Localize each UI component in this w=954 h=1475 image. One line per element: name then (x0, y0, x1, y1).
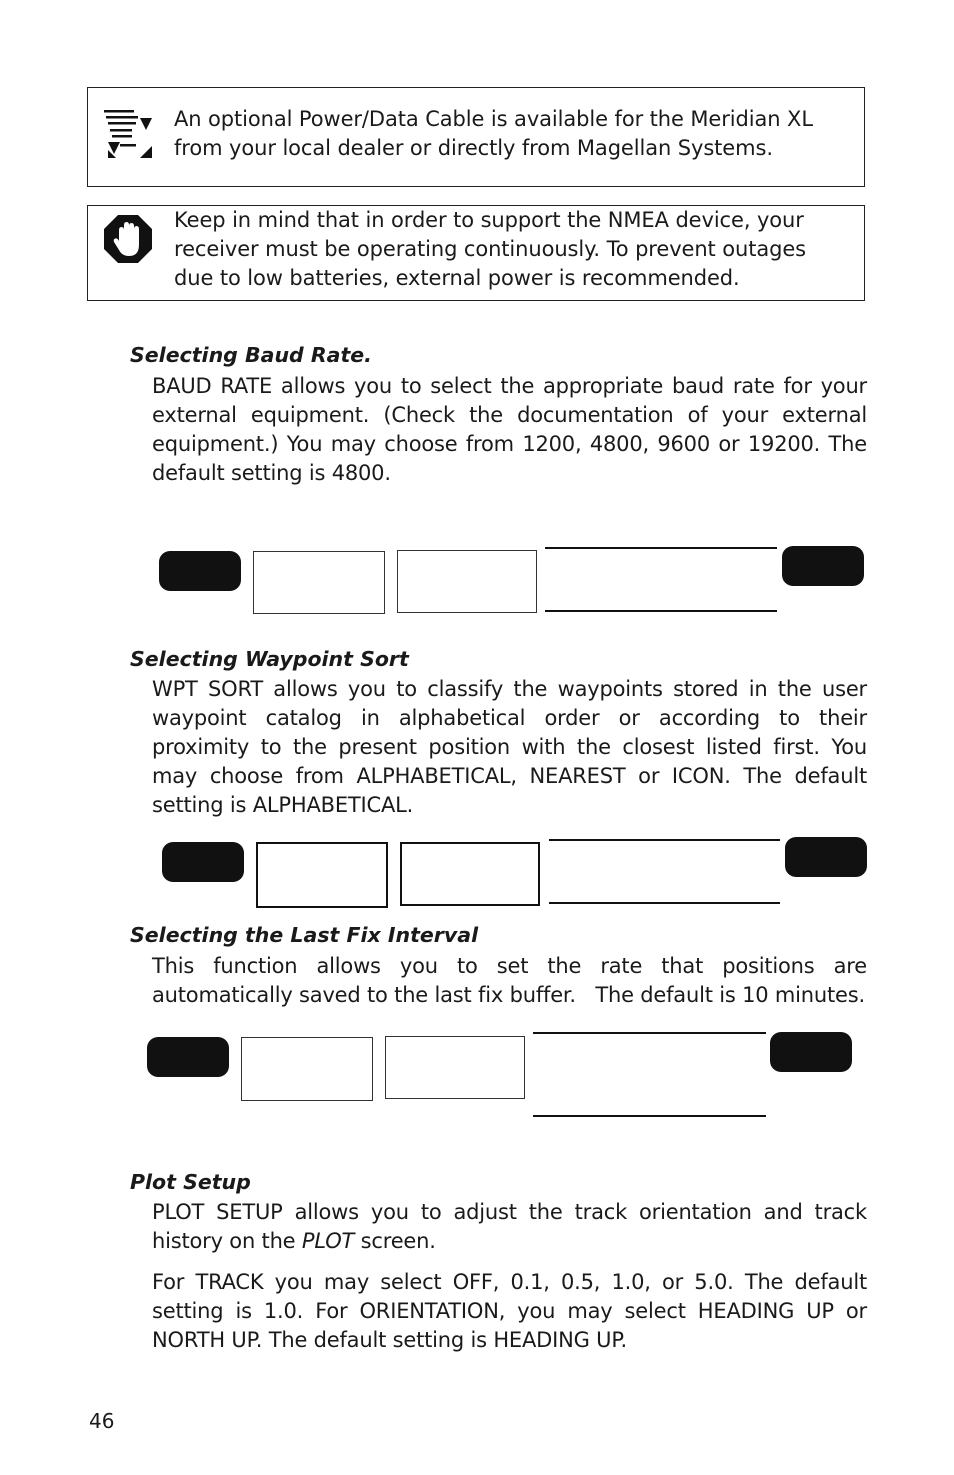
page-number: 46 (89, 1409, 115, 1433)
right-key-shape (770, 1032, 852, 1072)
section-body-baud-rate: BAUD RATE allows you to select the appropriate baud rate for your external equipment. (Check the documentation of your external equipment.) You may choose from 1200, 4800, 9600 or 19200. The default setting is 4800. (152, 374, 867, 485)
note-box-cable (87, 87, 865, 187)
section-body-plot-setup (152, 1198, 867, 1256)
display-box (253, 551, 385, 614)
cable-connector-icon (102, 108, 154, 160)
display-box (397, 550, 537, 613)
display-box (385, 1036, 525, 1099)
section-heading-plot-setup: Plot Setup (130, 1170, 251, 1194)
display-box (241, 1037, 373, 1101)
plot-screen-name: PLOT (301, 1229, 355, 1253)
section-heading-last-fix: Selecting the Last Fix Interval (130, 923, 479, 947)
display-box (400, 842, 540, 906)
section-heading-baud-rate: Selecting Baud Rate. (130, 343, 372, 367)
display-screen (545, 547, 777, 612)
plot-body-text: PLOT SETUP allows you to adjust the track orientation and track history on the (152, 1200, 867, 1253)
right-key-shape (785, 837, 867, 877)
left-key-shape (159, 551, 241, 591)
note-text: An optional Power/Data Cable is available for the Meridian XL from your local dealer or directly from Magellan Systems. (174, 107, 813, 160)
section-body-plot-options: For TRACK you may select OFF, 0.1, 0.5, 1.0, or 5.0. The default setting is 1.0. For ORIENTATION, you may select HEADING UP or NORTH UP. The default setting is HEADING UP. (152, 1270, 867, 1352)
note-box-warning (87, 205, 865, 301)
plot-body-text-end: screen. (354, 1229, 436, 1253)
display-box (256, 842, 388, 908)
stop-hand-icon (102, 213, 154, 265)
left-key-shape (147, 1037, 229, 1077)
note-text: Keep in mind that in order to support the NMEA device, your receiver must be operating continuously. To prevent outages due to low batteries, external power is recommended. (174, 208, 807, 290)
left-key-shape (162, 842, 244, 882)
display-screen (533, 1032, 766, 1117)
section-body-last-fix: This function allows you to set the rate that positions are automatically saved to the last fix buffer. The default is 10 minutes. (152, 954, 874, 1007)
section-heading-waypoint-sort: Selecting Waypoint Sort (130, 647, 409, 671)
display-screen (549, 839, 780, 904)
right-key-shape (782, 546, 864, 586)
section-body-waypoint-sort: WPT SORT allows you to classify the waypoints stored in the user waypoint catalog in alphabetical order or according to their proximity to the present position with the closest listed first. You may choose from ALPHABETICAL, NEAREST or ICON. The default setting is ALPHABETICAL. (152, 677, 867, 817)
